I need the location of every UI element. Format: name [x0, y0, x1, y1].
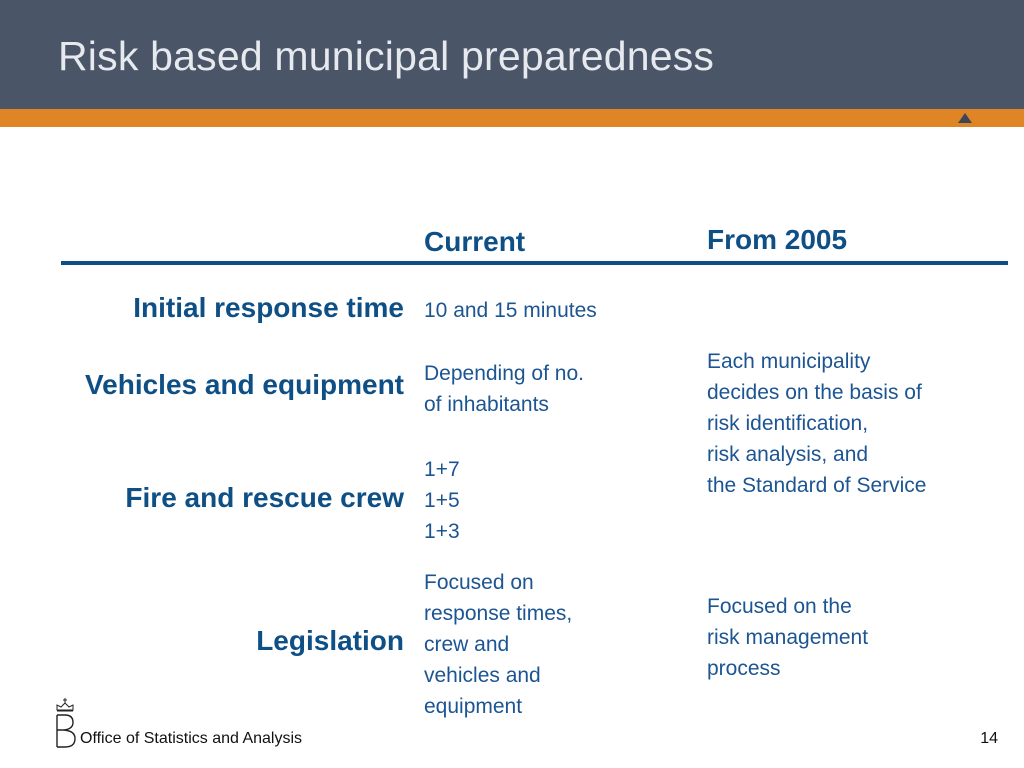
cell-line: 1+7 [424, 458, 460, 481]
cell-from-2005-legislation [707, 591, 868, 684]
cell-line: risk management [707, 626, 869, 649]
slide-title: Risk based municipal preparedness [58, 33, 715, 79]
column-header-current: Current [424, 226, 526, 257]
accent-bar [0, 109, 1024, 127]
column-header-from-2005: From 2005 [707, 224, 848, 255]
cell-line: Depending of no. [424, 362, 584, 385]
cell-from-2005-merged [707, 346, 926, 501]
cell-current-fire-and-rescue-crew [424, 454, 460, 547]
row-label-legislation: Legislation [256, 625, 404, 656]
row-label-vehicles-and-equipment: Vehicles and equipment [85, 369, 404, 400]
cell-current-vehicles-and-equipment [424, 358, 584, 420]
cell-line: decides on the basis of [707, 381, 922, 404]
up-triangle-icon [958, 113, 972, 123]
cell-line: 10 and 15 minutes [424, 299, 597, 322]
cell-current-legislation [424, 567, 572, 722]
cell-line: risk identification, [707, 412, 869, 435]
cell-line: Each municipality [707, 350, 871, 373]
cell-line: 1+5 [424, 489, 460, 512]
page-number: 14 [980, 730, 998, 747]
cell-line: equipment [424, 695, 523, 718]
footer-organization: Office of Statistics and Analysis [80, 730, 303, 747]
header-rule [61, 261, 1008, 265]
row-label-initial-response-time: Initial response time [133, 292, 404, 323]
cell-line: 1+3 [424, 520, 460, 543]
cell-line: of inhabitants [424, 393, 549, 416]
row-label-fire-and-rescue-crew: Fire and rescue crew [125, 482, 404, 513]
cell-line: crew and [424, 633, 510, 656]
cell-line: Focused on [424, 571, 534, 594]
cell-line: risk analysis, and [707, 443, 869, 466]
cell-line: process [707, 657, 781, 680]
cell-current-initial-response-time [424, 295, 597, 326]
crowned-b-logo-icon [52, 697, 78, 749]
cell-line: vehicles and [424, 664, 541, 687]
cell-line: response times, [424, 602, 573, 625]
cell-line: the Standard of Service [707, 474, 927, 497]
cell-line: Focused on the [707, 595, 852, 618]
